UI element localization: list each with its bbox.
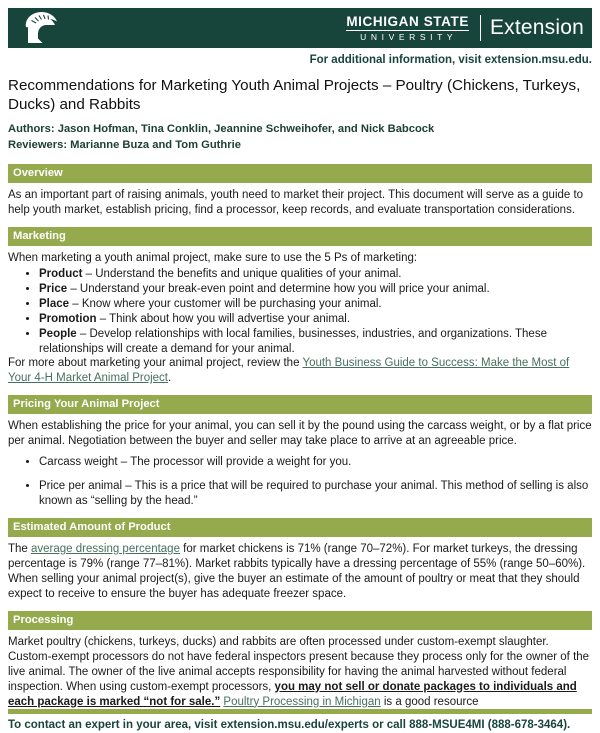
- bullet-text: – Develop relationships with local families, businesses, industries, and organizations. These relationships will create a demand for your animal.: [39, 327, 547, 355]
- youth-business-guide-link[interactable]: Youth Business Guide to Success: Make the Most of Your 4-H Market Animal Project: [8, 357, 570, 385]
- list-item: [39, 455, 592, 470]
- bullet-text: – Know where your customer will be purchasing your animal.: [69, 297, 382, 310]
- marketing-bullet-list: [8, 267, 592, 357]
- bullet-text: – Think about how you will advertise your animal.: [96, 312, 351, 325]
- processing-emphasis: you may not sell or donate packages to individuals and each package is marked “not for sale.”: [8, 680, 577, 708]
- list-item: [39, 312, 592, 327]
- section-header-marketing: Marketing: [8, 227, 592, 246]
- bullet-text: – Understand the benefits and unique qualities of your animal.: [82, 267, 402, 280]
- wordmark-line1: MICHIGAN STATE: [346, 15, 469, 31]
- average-dressing-percentage-link[interactable]: average dressing percentage: [31, 543, 180, 556]
- msu-wordmark: [346, 15, 469, 42]
- authors-line: Authors: Jason Hofman, Tina Conklin, Jeannine Schweihofer, and Nick Babcock: [8, 122, 435, 135]
- list-item: [39, 297, 592, 312]
- extension-logo-text: Extension: [489, 15, 584, 39]
- list-item: [39, 282, 592, 297]
- estimated-prefix: The: [8, 543, 32, 556]
- list-item: [39, 327, 592, 357]
- section-header-processing: Processing: [8, 611, 592, 630]
- estimated-suffix: for market chickens is 71% (range 70–72%). For market turkeys, the dressing percentage is 79% (range 77–81%). Market rabbits typically have a dressing percentage of 55% (range 50–60%). When selling your animal project(s), give the buyer an estimate of the amount of poultry or meat that they should expect to receive to ensure the buyer has adequate freezer space.: [8, 543, 586, 600]
- bullet-text: Carcass weight – The processor will provide a weight for you.: [39, 456, 352, 469]
- masthead-wordmark-group: [346, 15, 584, 42]
- processing-text: Market poultry (chickens, turkeys, ducks) and rabbits are often processed under custom-exempt slaughter. Custom-exempt processors do not have federal inspectors present because they process only for the owner of the live animal. The owner of the live animal accepts responsibility for having the animal harvested without federal inspection. When using custom-exempt processors,: [8, 635, 590, 693]
- section-header-estimated-amount: Estimated Amount of Product: [8, 518, 592, 537]
- bullet-text: – Understand your break-even point and determine how you will price your animal.: [67, 282, 490, 295]
- msu-spartan-helmet-icon: [24, 11, 60, 45]
- outro-suffix: .: [168, 372, 172, 385]
- estimated-paragraph: [8, 542, 592, 602]
- bullet-term: People: [39, 327, 77, 340]
- pricing-bullet-list: [8, 455, 592, 509]
- list-item: [39, 267, 592, 282]
- footer: [8, 709, 592, 732]
- processing-text-end: is a good resource: [380, 695, 479, 708]
- wordmark-line2: UNIVERSITY: [360, 31, 458, 42]
- outro-prefix: For more about marketing your animal project, review the: [8, 357, 303, 370]
- bullet-term: Product: [39, 267, 83, 280]
- footer-contact-line: To contact an expert in your area, visit extension.msu.edu/experts or call 888-MSUE4MI (888-678-3464).: [8, 719, 571, 732]
- bullet-term: Price: [39, 282, 68, 295]
- bullet-term: Place: [39, 297, 70, 310]
- page-title: Recommendations for Marketing Youth Animal Projects – Poultry (Chickens, Turkeys, Ducks) and Rabbits: [8, 77, 581, 114]
- wordmark-divider: [480, 15, 481, 41]
- bullet-text: Price per animal – This is a price that will be required to purchase your animal. This method of selling is also known as “selling by the head.”: [39, 480, 589, 508]
- marketing-outro: [8, 356, 592, 386]
- section-header-pricing: Pricing Your Animal Project: [8, 395, 592, 414]
- processing-paragraph: [8, 635, 592, 710]
- section-header-overview: Overview: [8, 164, 592, 183]
- list-item: [39, 479, 592, 509]
- bullet-term: Promotion: [39, 312, 97, 325]
- poultry-processing-link[interactable]: Poultry Processing in Michigan: [223, 695, 381, 708]
- overview-paragraph: As an important part of raising animals, youth need to market their project. This document will serve as a guide to help youth market, establish pricing, find a processor, keep records, and evaluate transportation considerations.: [8, 189, 584, 216]
- msu-extension-masthead: [8, 8, 592, 48]
- pricing-paragraph: When establishing the price for your animal, you can sell it by the pound using the carcass weight, or by a flat price per animal. Negotiation between the buyer and seller may take place to arrive at an agreeable price.: [8, 420, 592, 448]
- footer-divider-bar: [8, 709, 592, 714]
- marketing-intro: When marketing a youth animal project, make sure to use the 5 Ps of marketing:: [8, 251, 418, 264]
- additional-info-line: For additional information, visit extension.msu.edu.: [309, 54, 592, 66]
- reviewers-line: Reviewers: Marianne Buza and Tom Guthrie: [8, 139, 241, 152]
